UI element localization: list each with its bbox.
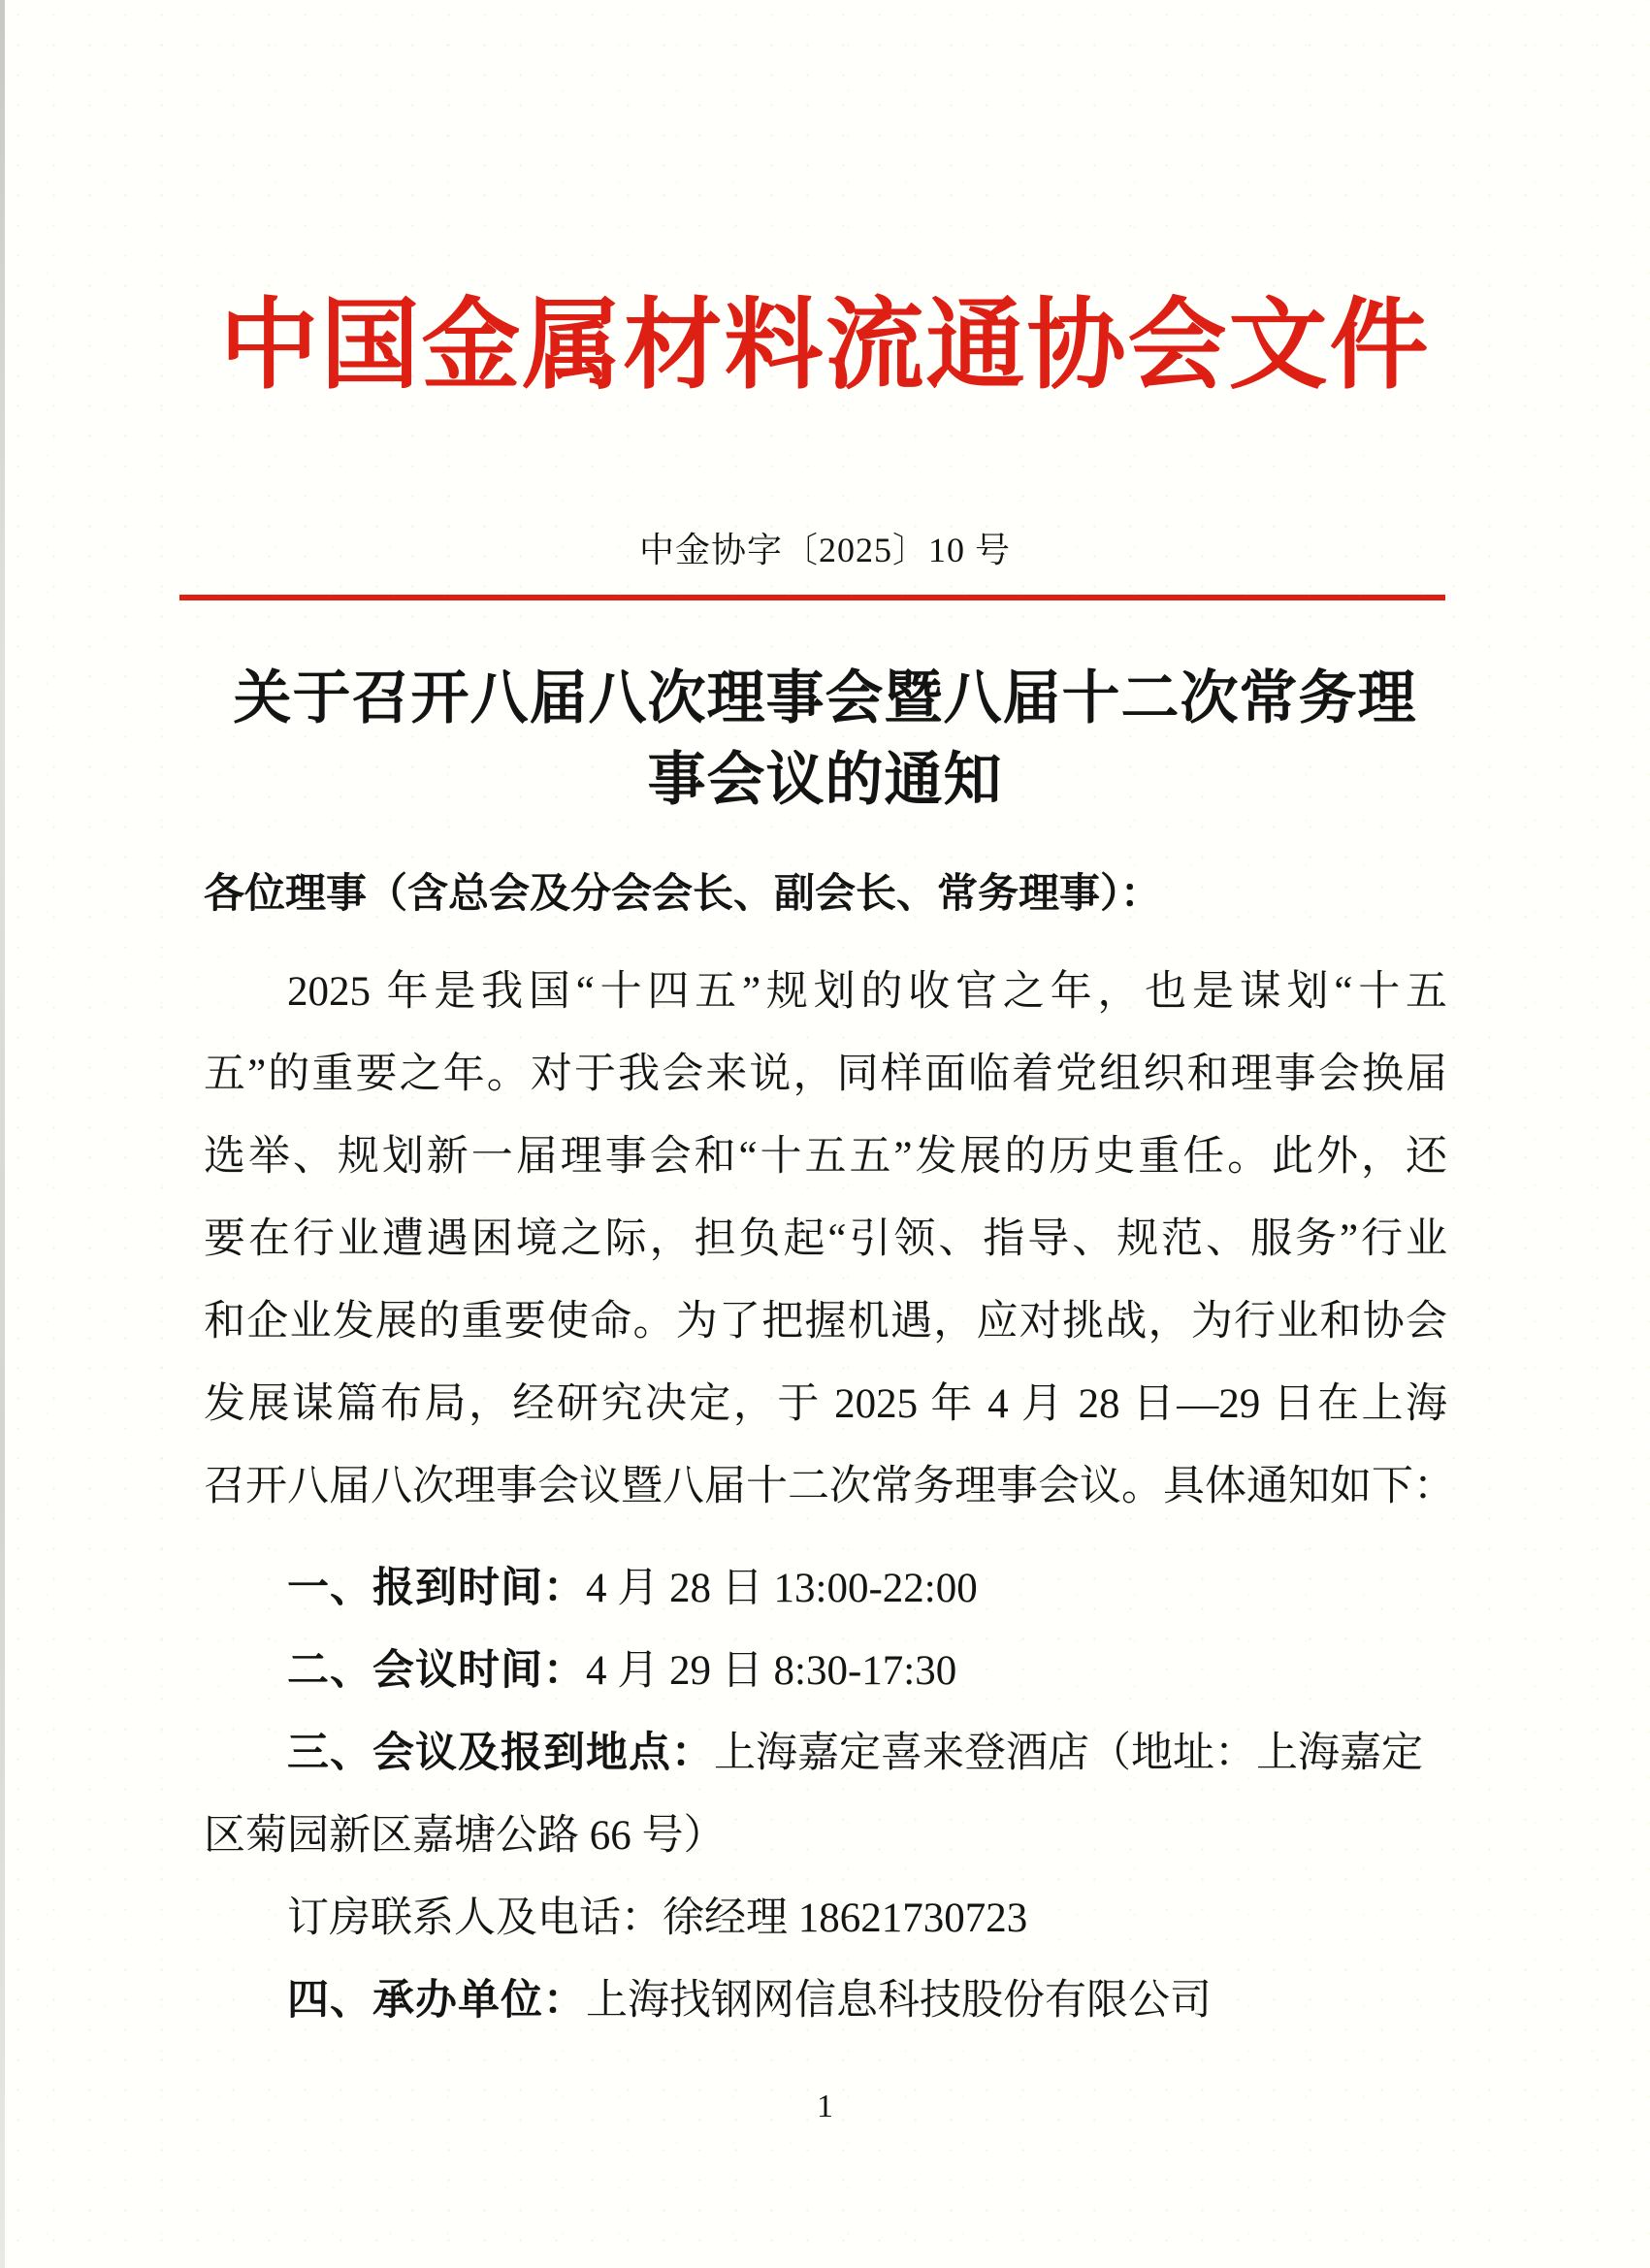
org-title: 中国金属材料流通协会文件 bbox=[219, 292, 1431, 402]
body-paragraph bbox=[204, 951, 1455, 1528]
notice-title-line-1: 关于召开八届八次理事会暨八届十二次常务理 bbox=[233, 666, 1417, 730]
salutation: 各位理事（含总会及分会会长、副会长、常务理事）： bbox=[204, 872, 1162, 917]
item-checkin-time-label: 一、报到时间： bbox=[287, 1565, 586, 1611]
item-venue-line-2 bbox=[204, 1795, 1447, 1877]
item-venue-label: 三、会议及报到地点： bbox=[287, 1730, 714, 1776]
paragraph-line: 要在行业遭遇困境之际，担负起“引领、指导、规范、服务”行业 bbox=[204, 1216, 1447, 1262]
item-venue-line-1 bbox=[204, 1712, 1447, 1795]
item-checkin-time bbox=[204, 1547, 1447, 1630]
item-checkin-time-value: 4 月 28 日 13:00-22:00 bbox=[586, 1566, 978, 1611]
notice-title bbox=[0, 658, 1650, 821]
notice-title-line-2: 事会议的通知 bbox=[647, 748, 1003, 812]
item-organizer-label: 四、承办单位： bbox=[287, 1977, 586, 2024]
paragraph-line: 选举、规划新一届理事会和“十五五”发展的历史重任。此外，还 bbox=[204, 1134, 1447, 1180]
paragraph-line: 和企业发展的重要使命。为了把握机遇，应对挑战，为行业和协会 bbox=[204, 1299, 1447, 1345]
doc-number: 中金协字〔2025〕10 号 bbox=[638, 531, 1011, 569]
item-meeting-time-value: 4 月 29 日 8:30-17:30 bbox=[586, 1648, 957, 1694]
booking-contact-line bbox=[204, 1877, 1447, 1960]
item-organizer bbox=[204, 1960, 1447, 2042]
item-meeting-time bbox=[204, 1630, 1447, 1712]
paragraph-line: 召开八届八次理事会议暨八届十二次常务理事会议。具体通知如下： bbox=[204, 1464, 1455, 1509]
booking-contact-text: 订房联系人及电话：徐经理 18621730723 bbox=[287, 1895, 1028, 1941]
item-organizer-value: 上海找钢网信息科技股份有限公司 bbox=[586, 1978, 1212, 2024]
red-divider-rule bbox=[179, 595, 1445, 600]
page-number: 1 bbox=[817, 2089, 833, 2124]
item-venue-value-line-1: 上海嘉定喜来登酒店（地址：上海嘉定 bbox=[714, 1731, 1423, 1776]
items-section bbox=[204, 1547, 1447, 2042]
item-meeting-time-label: 二、会议时间： bbox=[287, 1647, 586, 1694]
paragraph-line: 五”的重要之年。对于我会来说，同样面临着党组织和理事会换届 bbox=[204, 1052, 1447, 1097]
item-venue-value-line-2: 区菊园新区嘉塘公路 66 号） bbox=[204, 1813, 726, 1859]
paragraph-line: 发展谋篇布局，经研究决定，于 2025 年 4 月 28 日—29 日在上海 bbox=[204, 1381, 1447, 1427]
paragraph-line: 2025 年是我国“十四五”规划的收官之年，也是谋划“十五 bbox=[287, 969, 1447, 1015]
